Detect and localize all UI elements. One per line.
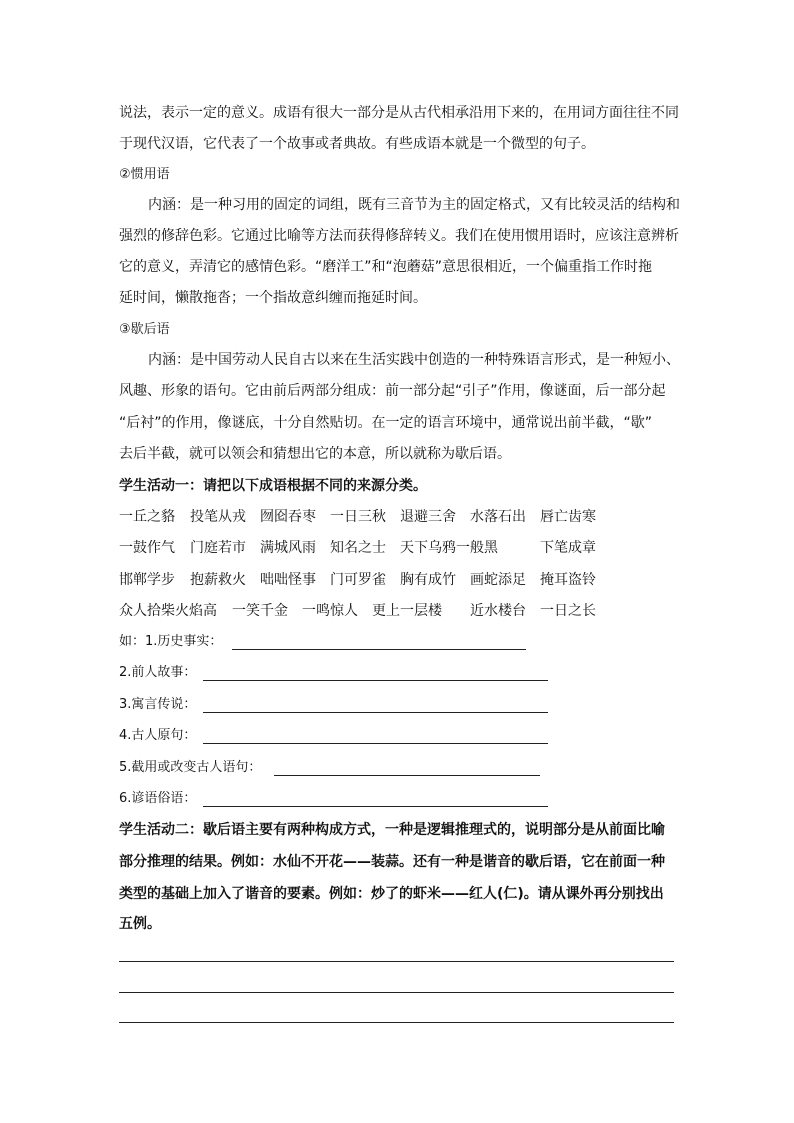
answer-blank[interactable] — [203, 743, 548, 744]
fill-label: 3.寓言传说： — [119, 697, 197, 712]
text-line: 于现代汉语，它代表了一个故事或者典故。有些成语本就是一个微型的句子。 — [119, 136, 595, 152]
activity-text: 类型的基础上加入了谐音的要素。例如：炒了的虾米——红人(仁)。请从课外再分别找出 — [119, 886, 664, 902]
idiom: 下笔成章 — [540, 540, 596, 556]
activity-title: 学生活动一：请把以下成语根据不同的来源分类。 — [119, 478, 427, 494]
text-line: 它的意义，弄清它的感情色彩。“磨洋工”和“泡蘑菇”意思很相近，一个偏重指工作时拖 — [119, 259, 653, 275]
section-heading: ②惯用语 — [119, 167, 170, 182]
idiom: 一笑千金 — [232, 603, 288, 619]
text-line: “后衬”的作用，像谜底，十分自然贴切。在一定的语言环境中，通常说出前半截，“歇” — [119, 415, 653, 431]
idiom: 画蛇添足 — [470, 572, 526, 588]
idiom: 抱薪救火 — [190, 572, 246, 588]
text-line: 去后半截，就可以领会和猜想出它的本意，所以就称为歇后语。 — [119, 446, 511, 462]
activity-text: 部分推理的结果。例如：水仙不开花——装蒜。还有一种是谐音的歇后语，它在前面一种 — [119, 854, 665, 870]
fill-label: 2.前人故事： — [119, 665, 197, 680]
idiom: 退避三舍 — [400, 509, 456, 525]
text-line: 内涵：是中国劳动人民自古以来在生活实践中创造的一种特殊语言形式，是一种短小、 — [148, 352, 680, 368]
idiom: 一丘之貉 — [119, 509, 175, 525]
idiom: 更上一层楼 — [372, 603, 442, 619]
text-line: 内涵：是一种习用的固定的词组，既有三音节为主的固定格式，又有比较灵活的结构和 — [148, 197, 680, 213]
idiom: 门庭若市 — [190, 540, 246, 556]
idiom: 众人拾柴火焰高 — [119, 603, 217, 619]
idiom: 水落石出 — [470, 509, 526, 525]
activity-text: 学生活动二：歇后语主要有两种构成方式，一种是逻辑推理式的，说明部分是从前面比喻 — [119, 822, 665, 838]
idiom: 胸有成竹 — [400, 572, 456, 588]
idiom: 唇亡齿寒 — [540, 509, 596, 525]
idiom: 邯郸学步 — [119, 572, 175, 588]
idiom: 知名之士 — [330, 540, 386, 556]
answer-line[interactable] — [119, 961, 674, 962]
answer-blank[interactable] — [203, 680, 548, 681]
idiom: 一日之长 — [540, 603, 596, 619]
text-line: 延时间，懒散拖沓；一个指故意纠缠而拖延时间。 — [119, 290, 427, 306]
fill-label: 4.古人原句： — [119, 728, 197, 743]
answer-blank[interactable] — [232, 649, 526, 650]
idiom: 咄咄怪事 — [260, 572, 316, 588]
idiom: 天下乌鸦一般黑 — [400, 540, 498, 556]
idiom: 一鸣惊人 — [302, 603, 358, 619]
idiom: 一日三秋 — [330, 509, 386, 525]
activity-text: 五例。 — [119, 916, 161, 932]
text-line: 强烈的修辞色彩。它通过比喻等方法而获得修辞转义。我们在使用惯用语时，应该注意辨析 — [119, 228, 679, 244]
answer-blank[interactable] — [203, 712, 548, 713]
fill-label: 6.谚语俗语： — [119, 791, 197, 806]
text-line: 说法，表示一定的意义。成语有很大一部分是从古代相承沿用下来的，在用词方面往往不同 — [119, 105, 679, 121]
answer-blank[interactable] — [203, 806, 548, 807]
answer-line[interactable] — [119, 992, 674, 993]
idiom: 掩耳盗铃 — [540, 572, 596, 588]
idiom: 近水楼台 — [470, 603, 526, 619]
answer-blank[interactable] — [274, 775, 540, 776]
idiom: 投笔从戎 — [190, 509, 246, 525]
idiom: 门可罗雀 — [330, 572, 386, 588]
idiom: 一鼓作气 — [119, 540, 175, 556]
fill-label: 如：1.历史事实： — [119, 634, 223, 649]
text-line: 风趣、形象的语句。它由前后两部分组成：前一部分起“引子”作用，像谜面，后一部分起 — [119, 383, 666, 399]
answer-line[interactable] — [119, 1022, 674, 1023]
idiom: 满城风雨 — [260, 540, 316, 556]
fill-label: 5.截用或改变古人语句： — [119, 760, 262, 775]
idiom: 囫囵吞枣 — [260, 509, 316, 525]
section-heading: ③歇后语 — [119, 322, 170, 337]
